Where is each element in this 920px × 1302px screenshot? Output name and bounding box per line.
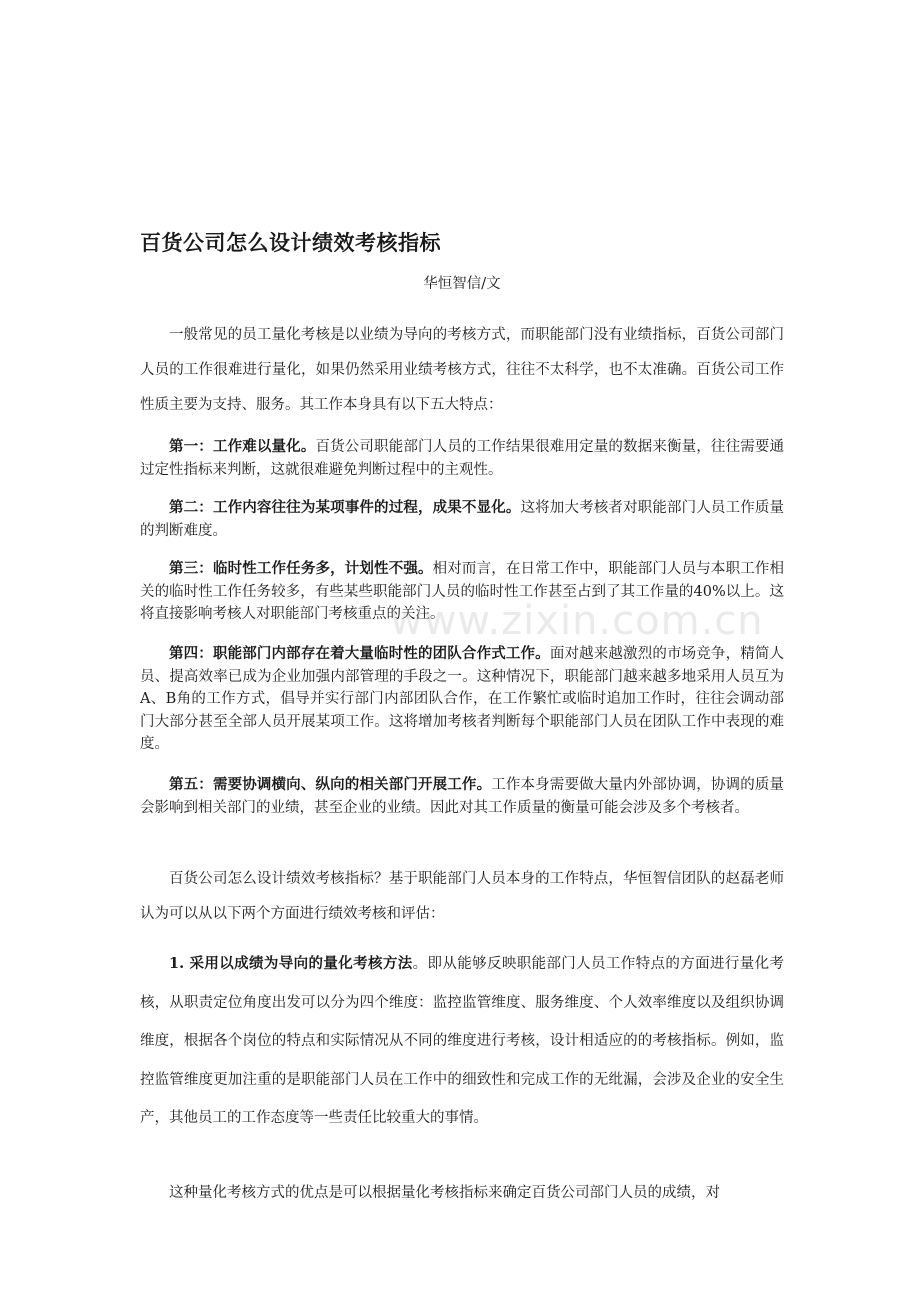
feature-paragraph-3: [140, 558, 784, 626]
feature-5-text: 工作本身需要做大量内外部协调，协调的质量会影响到相关部门的业绩，甚至企业的业绩。因此对其工作质量的衡量可能会涉及多个考核者。: [140, 777, 784, 816]
document-page: [140, 0, 784, 1302]
feature-2-lead: 第二：工作内容往往为某项事件的过程，成果不显化。: [169, 499, 521, 516]
author-byline: 华恒智信/文: [423, 276, 501, 292]
feature-3-lead: 第三：临时性工作任务多，计划性不强。: [169, 560, 433, 577]
feature-5-lead: 第五：需要协调横向、纵向的相关部门开展工作。: [169, 776, 492, 793]
feature-paragraph-1: [140, 436, 784, 481]
method-1-text: 。即从能够反映职能部门人员工作特点的方面进行量化考核，从职责定位角度出发可以分为四个维度：监控监管维度、服务维度、个人效率维度以及组织协调维度，根据各个岗位的特点和实际情况从不同的维度进行考核，设计相适应的的考核指标。例如，监控监管维度更加注重的是职能部门人员在工作中的细致性和完成工作的无纰漏，会涉及企业的安全生产，其他员工的工作态度等一些责任比较重大的事情。: [140, 956, 784, 1126]
feature-1-lead: 第一：工作难以量化。: [169, 438, 316, 455]
document-title: 百货公司怎么设计绩效考核指标: [140, 231, 441, 255]
feature-paragraph-2: [140, 497, 784, 542]
feature-2-text: 这将加大考核者对职能部门人员工作质量的判断难度。: [140, 500, 785, 539]
feature-1-text: 百货公司职能部门人员的工作结果很难用定量的数据来衡量，往往需要通过定性指标来判断，这就很难避免判断过程中的主观性。: [140, 439, 785, 478]
feature-paragraph-4: [140, 643, 784, 756]
intro-paragraph: 一般常见的员工量化考核是以业绩为导向的考核方式，而职能部门没有业绩指标，百货公司部门人员的工作很难进行量化，如果仍然采用业绩考核方式，往往不太科学，也不太准确。百货公司工作性质主要为支持、服务。其工作本身具有以下五大特点：: [140, 327, 784, 413]
feature-4-text: 面对越来越激烈的市场竞争，精简人员、提高效率已成为企业加强内部管理的手段之一。这种情况下，职能部门越来越多地采用人员互为A、B角的工作方式，倡导并实行部门内部团队合作，在工作繁忙或临时追加工作时，往往会调动部门大部分甚至全部人员开展某项工作。这将增加考核者判断每个职能部门人员在团队工作中表现的难度。: [140, 646, 785, 752]
method-1-paragraph: [140, 945, 784, 1138]
method-1-lead: 1. 采用以成绩为导向的量化考核方法: [169, 955, 413, 972]
watermark: www.zixin.com.cn: [390, 598, 764, 644]
feature-3-text: 相对而言，在日常工作中，职能部门人员与本职工作相关的临时性工作任务较多，有些某些职能部门人员的临时性工作甚至占到了其工作量的40%以上。这将直接影响考核人对职能部门考核重点的关注。: [140, 561, 785, 622]
feature-4-lead: 第四：职能部门内部存在着大量临时性的团队合作式工作。: [169, 645, 550, 662]
last-paragraph: 这种量化考核方式的优点是可以根据量化考核指标来确定百货公司部门人员的成绩，对: [169, 1185, 720, 1201]
transition-paragraph: 百货公司怎么设计绩效考核指标？基于职能部门人员本身的工作特点，华恒智信团队的赵磊老师认为可以从以下两个方面进行绩效考核和评估：: [140, 871, 784, 922]
feature-paragraph-5: [140, 774, 784, 819]
